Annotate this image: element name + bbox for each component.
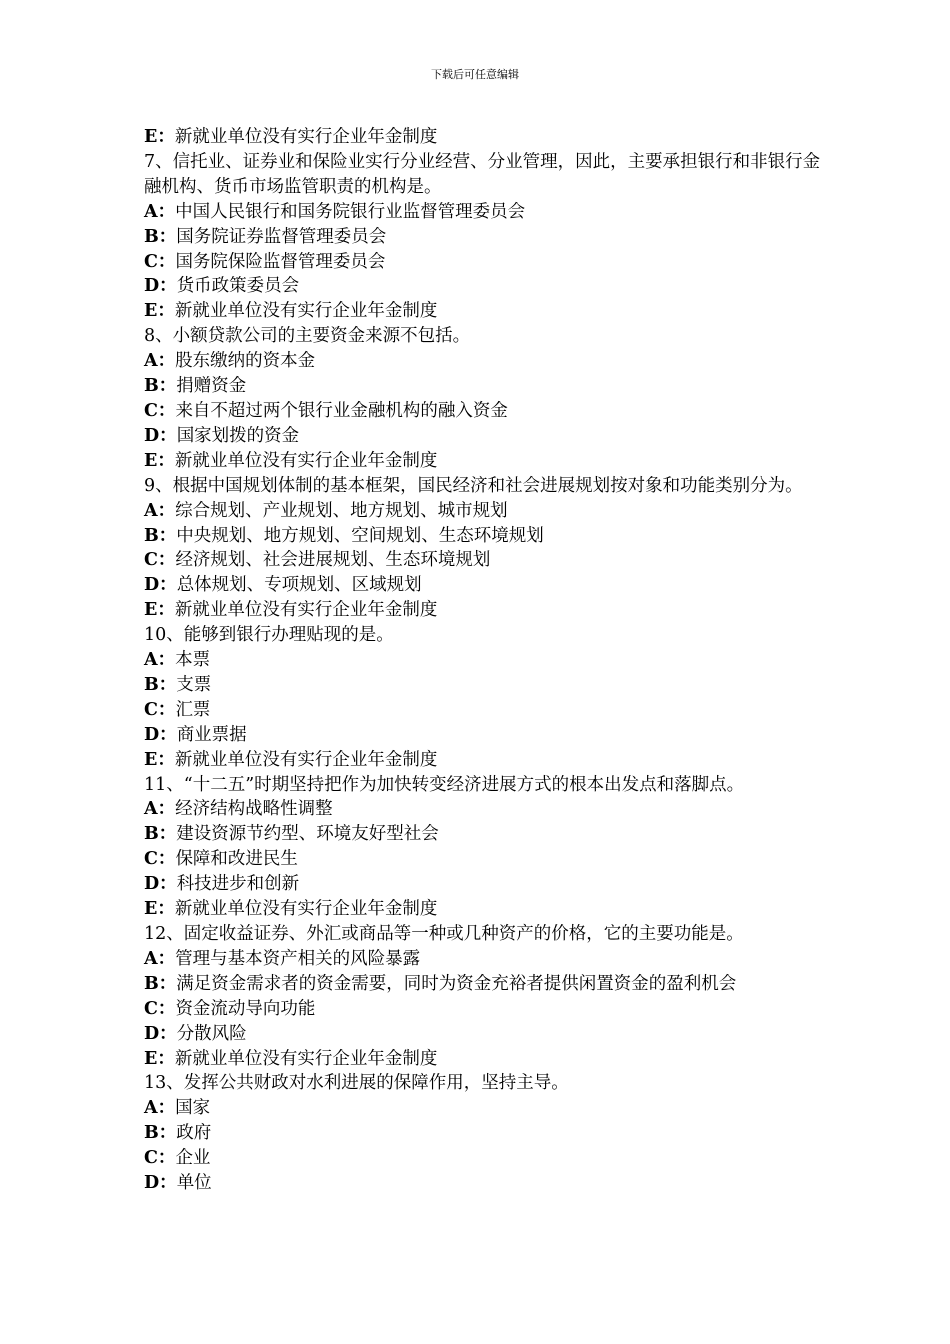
option-label: D： <box>144 276 177 297</box>
answer-option <box>144 125 824 150</box>
answer-option <box>144 1171 824 1196</box>
option-text: 国务院证券监督管理委员会 <box>176 226 387 247</box>
answer-option <box>144 274 824 299</box>
answer-option <box>144 399 824 424</box>
option-text: 国家划拨的资金 <box>176 425 300 446</box>
option-label: B： <box>144 226 177 247</box>
question-text <box>144 1071 824 1096</box>
answer-option <box>144 1022 824 1047</box>
answer-option <box>144 872 824 897</box>
question-text <box>144 623 824 648</box>
option-text: 总体规划、专项规划、区域规划 <box>176 575 422 596</box>
answer-option <box>144 822 824 847</box>
option-label: A： <box>144 948 176 969</box>
question-body: 12、固定收益证券、外汇或商品等一种或几种资产的价格，它的主要功能是。 <box>144 924 744 944</box>
option-label: A： <box>144 500 176 521</box>
question-body: 11、“十二五”时期坚持把作为加快转变经济进展方式的根本出发点和落脚点。 <box>144 774 745 795</box>
option-label: D： <box>144 1173 177 1194</box>
answer-option <box>144 947 824 972</box>
option-label: E： <box>144 1048 175 1069</box>
option-label: E： <box>144 899 175 920</box>
option-label: C： <box>144 1148 176 1169</box>
option-text: 新就业单位没有实行企业年金制度 <box>174 301 438 322</box>
option-label: C： <box>144 849 176 870</box>
option-text: 来自不超过两个银行业金融机构的融入资金 <box>175 400 508 421</box>
option-text: 管理与基本资产相关的风险暴露 <box>175 948 421 969</box>
option-text: 支票 <box>176 674 212 695</box>
option-text: 科技进步和创新 <box>176 874 300 895</box>
option-text: 保障和改进民生 <box>175 849 298 870</box>
answer-option <box>144 349 824 374</box>
answer-option <box>144 897 824 922</box>
answer-option <box>144 648 824 673</box>
option-label: E： <box>144 450 175 471</box>
option-text: 综合规划、产业规划、地方规划、城市规划 <box>175 500 508 521</box>
option-text: 中央规划、地方规划、空间规划、生态环境规划 <box>176 525 544 546</box>
option-text: 新就业单位没有实行企业年金制度 <box>174 1048 438 1069</box>
option-label: B： <box>144 973 177 994</box>
option-label: D： <box>144 575 177 596</box>
option-text: 汇票 <box>175 699 211 720</box>
option-label: E： <box>144 600 175 621</box>
option-label: B： <box>144 824 177 845</box>
option-label: C： <box>144 400 176 421</box>
answer-option <box>144 1047 824 1072</box>
question-body: 8、小额贷款公司的主要资金来源不包括。 <box>144 326 471 347</box>
option-text: 货币政策委员会 <box>176 276 300 297</box>
question-text <box>144 324 824 349</box>
option-label: D： <box>144 724 177 745</box>
answer-option <box>144 997 824 1022</box>
answer-option <box>144 598 824 623</box>
option-text: 新就业单位没有实行企业年金制度 <box>174 450 438 471</box>
option-label: D： <box>144 425 177 446</box>
answer-option <box>144 1121 824 1146</box>
option-text: 政府 <box>176 1123 212 1144</box>
option-label: D： <box>144 1023 177 1044</box>
option-label: B： <box>144 525 177 546</box>
answer-option <box>144 499 824 524</box>
answer-option <box>144 374 824 399</box>
question-body: 10、能够到银行办理贴现的是。 <box>144 625 394 646</box>
option-label: A： <box>144 799 176 820</box>
option-label: A： <box>144 201 176 222</box>
option-text: 经济规划、社会进展规划、生态环境规划 <box>175 550 491 571</box>
answer-option <box>144 1096 824 1121</box>
answer-option <box>144 548 824 573</box>
answer-option <box>144 723 824 748</box>
option-text: 国家 <box>175 1098 211 1119</box>
question-text <box>144 474 824 499</box>
option-text: 单位 <box>176 1173 212 1194</box>
question-body: 7、信托业、证券业和保险业实行分业经营、分业管理，因此，主要承担银行和非银行金融机构、货币市场监管职责的机构是。 <box>144 151 821 197</box>
option-label: C： <box>144 251 176 272</box>
option-label: C： <box>144 550 176 571</box>
option-text: 资金流动导向功能 <box>175 998 316 1019</box>
question-body: 13、发挥公共财政对水利进展的保障作用，坚持主导。 <box>144 1073 569 1094</box>
answer-option <box>144 847 824 872</box>
option-text: 新就业单位没有实行企业年金制度 <box>174 749 438 770</box>
question-text <box>144 922 824 947</box>
answer-option <box>144 200 824 225</box>
option-text: 企业 <box>175 1148 211 1169</box>
answer-option <box>144 797 824 822</box>
answer-option <box>144 424 824 449</box>
answer-option <box>144 972 824 997</box>
answer-option <box>144 1146 824 1171</box>
option-label: E： <box>144 127 175 147</box>
option-text: 商业票据 <box>176 724 247 745</box>
option-text: 新就业单位没有实行企业年金制度 <box>174 600 438 621</box>
answer-option <box>144 573 824 598</box>
option-text: 建设资源节约型、环境友好型社会 <box>176 824 439 845</box>
answer-option <box>144 449 824 474</box>
answer-option <box>144 748 824 773</box>
option-text: 经济结构战略性调整 <box>175 799 333 820</box>
question-text <box>144 773 824 798</box>
answer-option <box>144 225 824 250</box>
option-text: 分散风险 <box>176 1023 247 1044</box>
option-label: C： <box>144 699 176 720</box>
option-label: B： <box>144 376 177 397</box>
option-text: 国务院保险监督管理委员会 <box>175 251 386 272</box>
option-label: D： <box>144 874 177 895</box>
option-label: B： <box>144 1123 177 1144</box>
option-text: 满足资金需求者的资金需要，同时为资金充裕者提供闲置资金的盈利机会 <box>176 973 737 994</box>
option-text: 股东缴纳的资本金 <box>175 351 316 372</box>
option-label: B： <box>144 674 177 695</box>
option-label: E： <box>144 301 175 322</box>
document-body <box>144 125 824 1196</box>
answer-option <box>144 673 824 698</box>
answer-option <box>144 698 824 723</box>
option-label: A： <box>144 1098 176 1119</box>
option-label: C： <box>144 998 176 1019</box>
option-label: A： <box>144 650 176 671</box>
option-text: 捐赠资金 <box>176 376 247 397</box>
answer-option <box>144 299 824 324</box>
option-text: 新就业单位没有实行企业年金制度 <box>174 899 438 920</box>
answer-option <box>144 524 824 549</box>
answer-option <box>144 250 824 275</box>
option-label: E： <box>144 749 175 770</box>
option-text: 本票 <box>175 650 211 671</box>
question-body: 9、根据中国规划体制的基本框架，国民经济和社会进展规划按对象和功能类别分为。 <box>144 475 803 496</box>
page-header: 下载后可任意编辑 <box>431 68 519 81</box>
option-label: A： <box>144 351 176 372</box>
option-text: 新就业单位没有实行企业年金制度 <box>174 127 438 147</box>
option-text: 中国人民银行和国务院银行业监督管理委员会 <box>175 201 526 222</box>
question-text <box>144 150 824 200</box>
